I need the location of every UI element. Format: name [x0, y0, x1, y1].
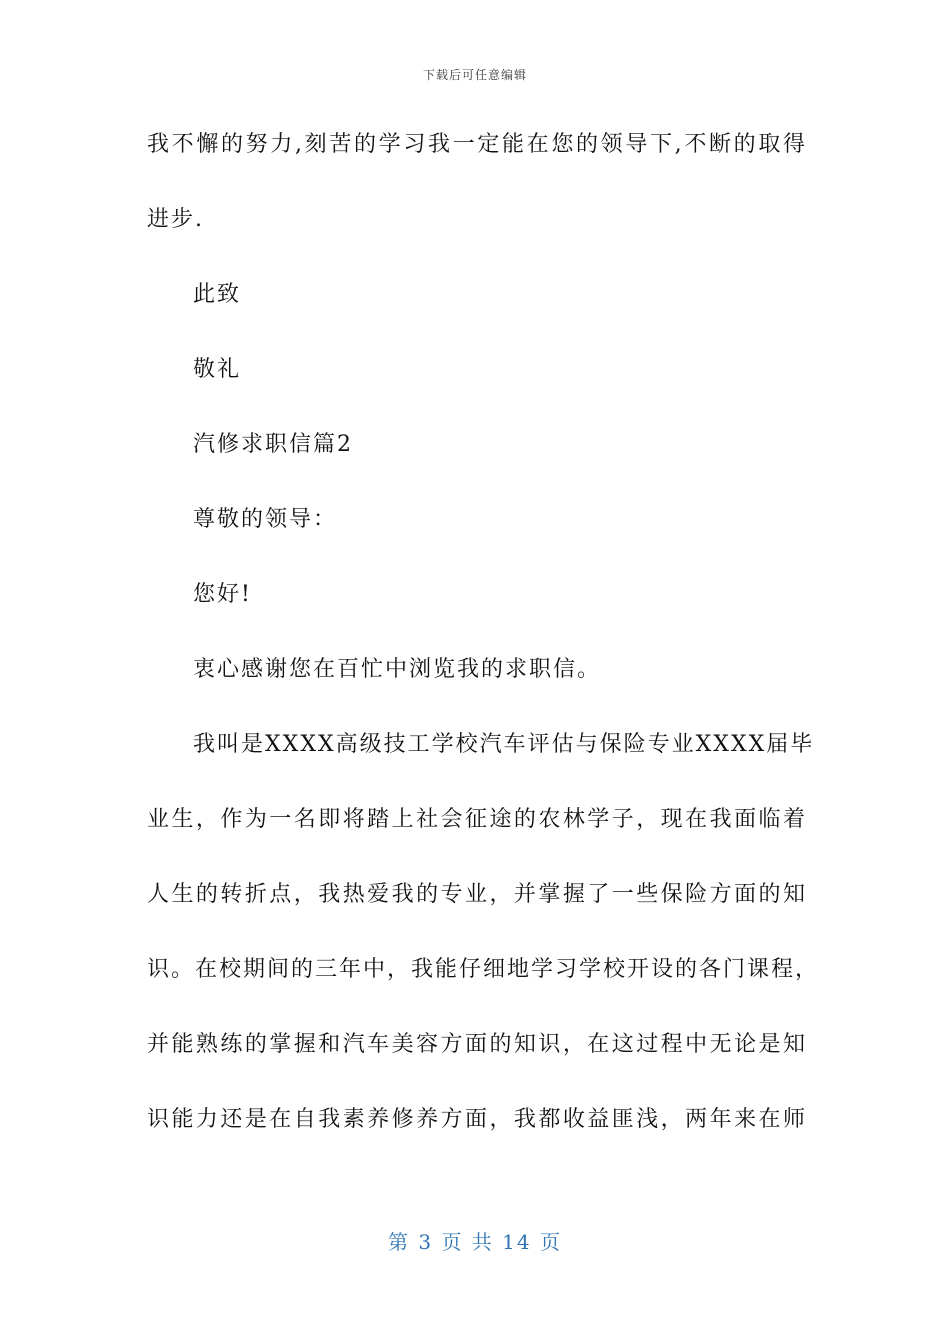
page-number: 第 3 页 共 14 页	[388, 1230, 562, 1254]
body-line-2: 进步.	[147, 207, 204, 232]
body-line-intro: 我叫是XXXX高级技工学校汽车评估与保险专业XXXX届毕	[193, 732, 815, 757]
body-line-11: 人生的转折点，我热爱我的专业，并掌握了一些保险方面的知	[147, 882, 807, 907]
closing-salutation: 此致	[193, 282, 242, 307]
greeting: 尊敬的领导：	[193, 507, 338, 532]
greeting-hello: 您好!	[193, 582, 252, 607]
body-line-12: 识。在校期间的三年中，我能仔细地学习学校开设的各门课程，	[147, 957, 820, 982]
section-title: 汽修求职信篇2	[193, 432, 353, 457]
body-line-1: 我不懈的努力,刻苦的学习我一定能在您的领导下,不断的取得	[147, 132, 807, 157]
page-header: 下载后可任意编辑	[422, 68, 527, 82]
body-line-thanks: 衷心感谢您在百忙中浏览我的求职信。	[193, 657, 602, 682]
body-line-14: 识能力还是在自我素养修养方面，我都收益匪浅，两年来在师	[147, 1107, 807, 1132]
closing-regards: 敬礼	[193, 357, 242, 382]
body-line-10: 业生，作为一名即将踏上社会征途的农林学子，现在我面临着	[147, 807, 807, 832]
body-line-13: 并能熟练的掌握和汽车美容方面的知识，在这过程中无论是知	[147, 1032, 807, 1057]
